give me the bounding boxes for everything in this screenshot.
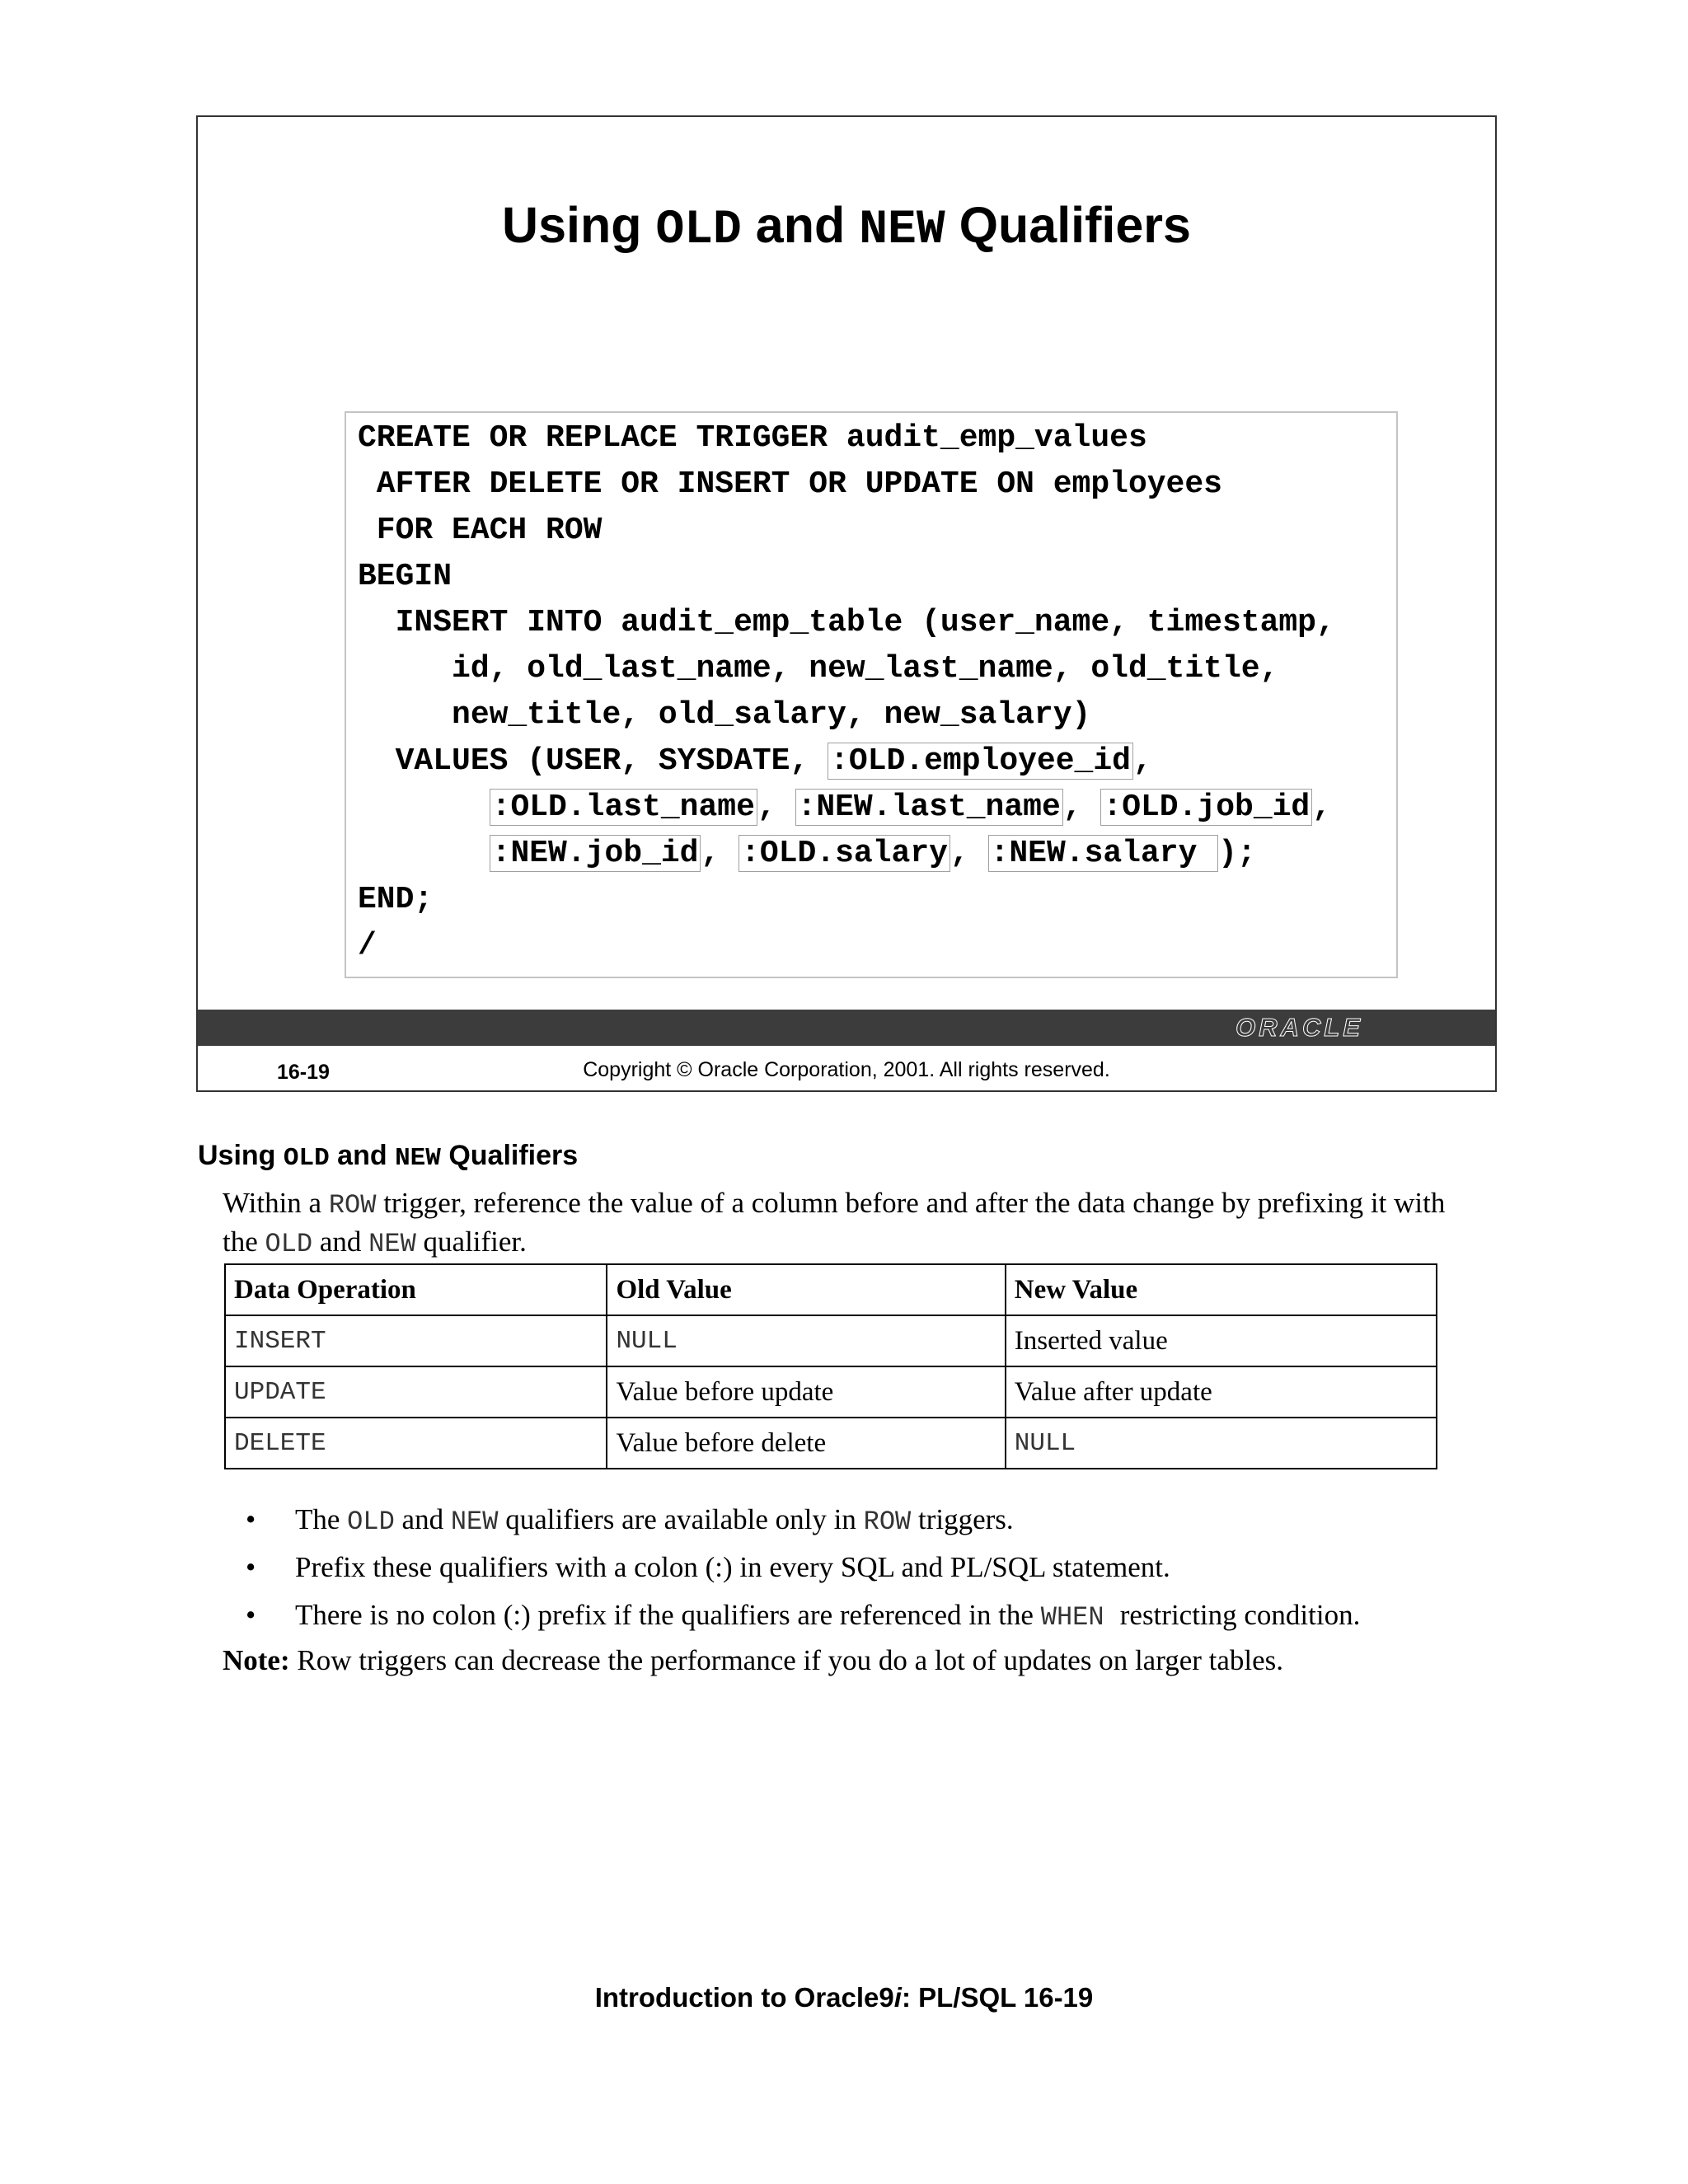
code-block [345, 411, 1398, 978]
intro-text: trigger, reference the value of a column before and after the data change by prefixing it with the [223, 1187, 1446, 1258]
qualifier-table [224, 1263, 1437, 1469]
highlighted-qualifier: :NEW.job_id [490, 835, 701, 872]
slide [196, 115, 1497, 1092]
intro-text: Within a [223, 1187, 329, 1219]
table-cell: Inserted value [1006, 1315, 1437, 1366]
table-cell: UPDATE [225, 1366, 607, 1418]
code-text [358, 836, 490, 871]
footer-text: Introduction to Oracle9 [594, 1982, 894, 2013]
heading-text: Using [198, 1140, 284, 1171]
bullet-text: Prefix these qualifiers with a colon (:) in every SQL and PL/SQL statement. [295, 1551, 1170, 1583]
bullet-icon: • [246, 1599, 256, 1631]
code-text: , [1312, 790, 1332, 825]
code-line: CREATE OR REPLACE TRIGGER audit_emp_values [358, 420, 1147, 456]
table-cell: DELETE [225, 1418, 607, 1469]
code-line [358, 787, 1331, 828]
code-line [358, 833, 1256, 874]
table-header: Data Operation [225, 1264, 607, 1315]
code-text: , [757, 790, 795, 825]
note-paragraph [223, 1644, 1283, 1677]
highlighted-qualifier: :NEW.last_name [795, 789, 1063, 826]
highlighted-qualifier: :OLD.employee_id [828, 743, 1133, 780]
heading-old-keyword: OLD [283, 1144, 330, 1173]
table-cell: Value before update [607, 1366, 1005, 1418]
table-cell: Value after update [1006, 1366, 1437, 1418]
table-header: New Value [1006, 1264, 1437, 1315]
slide-footer-bar [198, 1010, 1495, 1046]
heading-text: Qualifiers [440, 1140, 579, 1171]
slide-title [198, 196, 1495, 257]
bullet-icon: • [246, 1503, 256, 1535]
bullet-list [239, 1496, 1360, 1639]
bullet-text: restricting condition. [1119, 1599, 1361, 1631]
code-line: FOR EACH ROW [358, 513, 603, 548]
code-line: AFTER DELETE OR INSERT OR UPDATE ON employees [358, 466, 1222, 502]
table-cell: Value before delete [607, 1418, 1005, 1469]
note-text: Row triggers can decrease the performance if you do a lot of updates on larger tables. [289, 1644, 1284, 1676]
highlighted-qualifier: :NEW.salary [988, 835, 1219, 872]
intro-code: ROW [328, 1190, 377, 1221]
copyright-text: Copyright © Oracle Corporation, 2001. All rights reserved. [583, 1058, 1110, 1081]
table-row [225, 1418, 1437, 1469]
heading-new-keyword: NEW [395, 1144, 441, 1173]
code-line: BEGIN [358, 559, 452, 594]
code-line: / [358, 928, 377, 963]
bullet-item [239, 1544, 1360, 1591]
table-header: Old Value [607, 1264, 1005, 1315]
bullet-text: The [295, 1503, 348, 1535]
bullet-item [239, 1591, 1360, 1639]
intro-paragraph [223, 1185, 1475, 1263]
bullet-code: ROW [863, 1507, 912, 1537]
bullet-item [239, 1496, 1360, 1544]
code-text: , [1132, 743, 1152, 779]
intro-text: and [312, 1226, 369, 1258]
footer-text: : PL/SQL 16-19 [901, 1982, 1094, 2013]
page-footer [0, 1982, 1688, 2013]
code-text: , [701, 836, 739, 871]
table-row [225, 1366, 1437, 1418]
slide-title-text: and [741, 197, 860, 253]
slide-title-text: Qualifiers [945, 197, 1191, 253]
oracle-logo: ORACLE [1236, 1013, 1363, 1042]
bullet-text: and [394, 1503, 451, 1535]
table-row [225, 1315, 1437, 1366]
code-line: END; [358, 882, 434, 917]
slide-title-new-keyword: NEW [859, 204, 945, 257]
code-line [358, 741, 1152, 782]
bullet-icon: • [246, 1551, 256, 1583]
bullet-text: qualifiers are available only in [498, 1503, 864, 1535]
bullet-code: OLD [347, 1507, 395, 1537]
bullet-code: WHEN [1040, 1602, 1120, 1633]
code-text: VALUES (USER, SYSDATE, [358, 743, 828, 779]
code-line: id, old_last_name, new_last_name, old_title, [358, 651, 1279, 687]
bullet-code: NEW [450, 1507, 499, 1537]
footer-text: i [893, 1982, 902, 2013]
bullet-text: There is no colon (:) prefix if the qualifiers are referenced in the [295, 1599, 1041, 1631]
table-header-row [225, 1264, 1437, 1315]
code-line: new_title, old_salary, new_salary) [358, 697, 1091, 733]
code-line: INSERT INTO audit_emp_table (user_name, timestamp, [358, 605, 1335, 640]
slide-number: 16-19 [277, 1061, 330, 1084]
intro-code: NEW [368, 1229, 416, 1259]
highlighted-qualifier: :OLD.job_id [1100, 789, 1312, 826]
table-cell: NULL [1006, 1418, 1437, 1469]
intro-text: qualifier. [415, 1226, 527, 1258]
table-cell: NULL [607, 1315, 1005, 1366]
intro-code: OLD [265, 1229, 313, 1259]
table-cell: INSERT [225, 1315, 607, 1366]
code-text: , [1062, 790, 1101, 825]
section-heading [198, 1140, 578, 1173]
slide-title-old-keyword: OLD [655, 204, 742, 257]
code-text: ); [1218, 836, 1256, 871]
heading-text: and [329, 1140, 396, 1171]
bullet-text: triggers. [911, 1503, 1014, 1535]
highlighted-qualifier: :OLD.salary [738, 835, 950, 872]
code-text: , [950, 836, 988, 871]
note-label: Note: [223, 1644, 290, 1676]
code-text [358, 790, 490, 825]
highlighted-qualifier: :OLD.last_name [490, 789, 757, 826]
slide-title-text: Using [502, 197, 656, 253]
